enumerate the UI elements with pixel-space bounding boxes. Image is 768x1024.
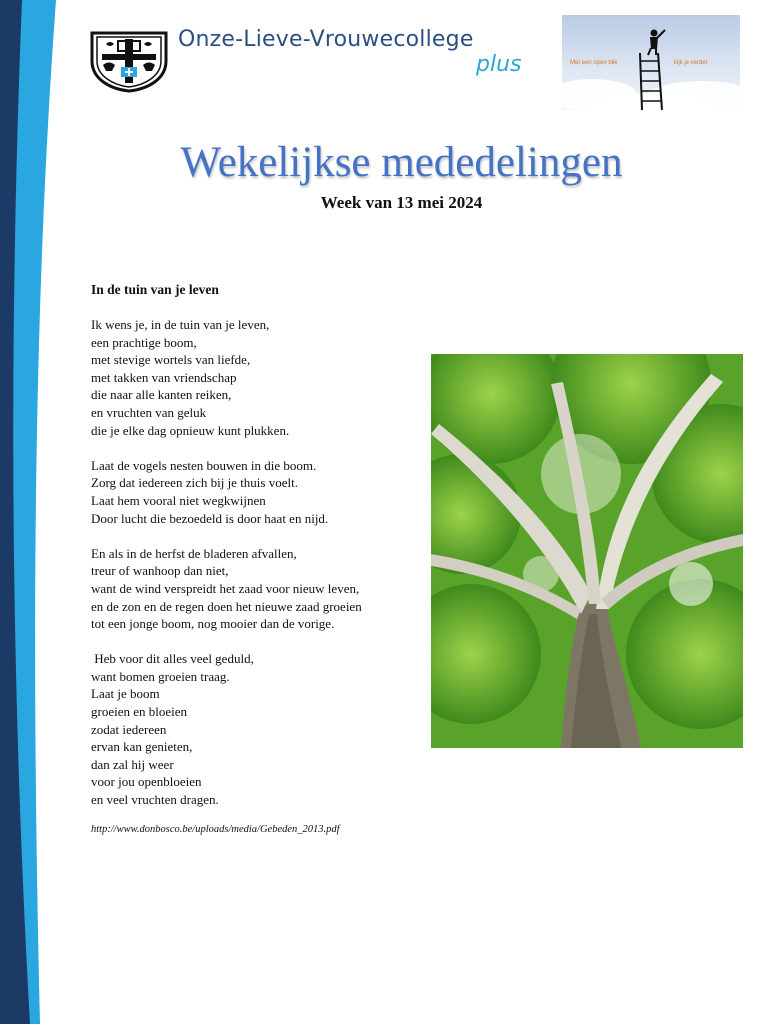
poem-line: met takken van vriendschap <box>91 369 237 385</box>
source-url: http://www.donbosco.be/uploads/media/Gebeden_2013.pdf <box>91 824 340 835</box>
poem-line: en vruchten van geluk <box>91 404 207 420</box>
poem-line: en veel vruchten dragen. <box>91 792 219 808</box>
poem-line: want bomen groeien traag. <box>91 668 230 684</box>
poem-line: een prachtige boom, <box>91 334 197 350</box>
poem-line: voor jou openbloeien <box>91 774 202 790</box>
poem-title: In de tuin van je leven <box>91 282 219 297</box>
poem-line: met stevige wortels van liefde, <box>91 352 251 368</box>
poem-line: Ik wens je, in de tuin van je leven, <box>91 317 270 332</box>
poem-line: want de wind verspreidt het zaad voor nieuw leven, <box>91 580 360 596</box>
poem-line: Zorg dat iedereen zich bij je thuis voelt. <box>91 475 298 491</box>
poem-line: Laat je boom <box>91 686 160 702</box>
tree-photo <box>431 354 743 748</box>
poem-line: Laat de vogels nesten bouwen in die boom. <box>91 457 317 473</box>
poem-line: Laat hem vooral niet wegkwijnen <box>91 492 266 508</box>
banner-caption-left: Met een open blik <box>570 60 618 66</box>
poem-body <box>91 316 362 826</box>
poem-line: Door lucht die bezoedeld is door haat en nijd. <box>91 510 329 526</box>
poem-line: groeien en bloeien <box>91 704 188 720</box>
school-name: Onze-Lieve-Vrouwecollege <box>178 27 474 52</box>
poem-stanza <box>91 650 362 808</box>
poem-line: dan zal hij weer <box>91 756 174 772</box>
school-name-suffix: plus <box>476 52 522 77</box>
poem-line: die je elke dag opnieuw kunt plukken. <box>91 422 290 438</box>
header-banner-image <box>562 15 740 110</box>
poem-line: Heb voor dit alles veel geduld, <box>91 651 254 667</box>
poem-line: treur of wanhoop dan niet, <box>91 563 229 579</box>
poem-stanza <box>91 316 362 439</box>
poem-line: zodat iedereen <box>91 721 167 737</box>
poem-line: die naar alle kanten reiken, <box>91 387 232 403</box>
poem-line: en de zon en de regen doen het nieuwe zaad groeien <box>91 598 362 614</box>
banner-caption-right: kijk je verder <box>674 60 708 66</box>
school-crest-logo <box>88 27 170 93</box>
poem-line: tot een jonge boom, nog mooier dan de vorige. <box>91 616 335 632</box>
poem-stanza <box>91 545 362 633</box>
week-subtitle: Week van 13 mei 2024 <box>320 193 483 212</box>
poem-stanza <box>91 457 362 527</box>
poem-line: ervan kan genieten, <box>91 739 193 755</box>
poem-line: En als in de herfst de bladeren afvallen, <box>91 545 297 561</box>
page-title: Wekelijkse mededelingen <box>180 139 623 186</box>
